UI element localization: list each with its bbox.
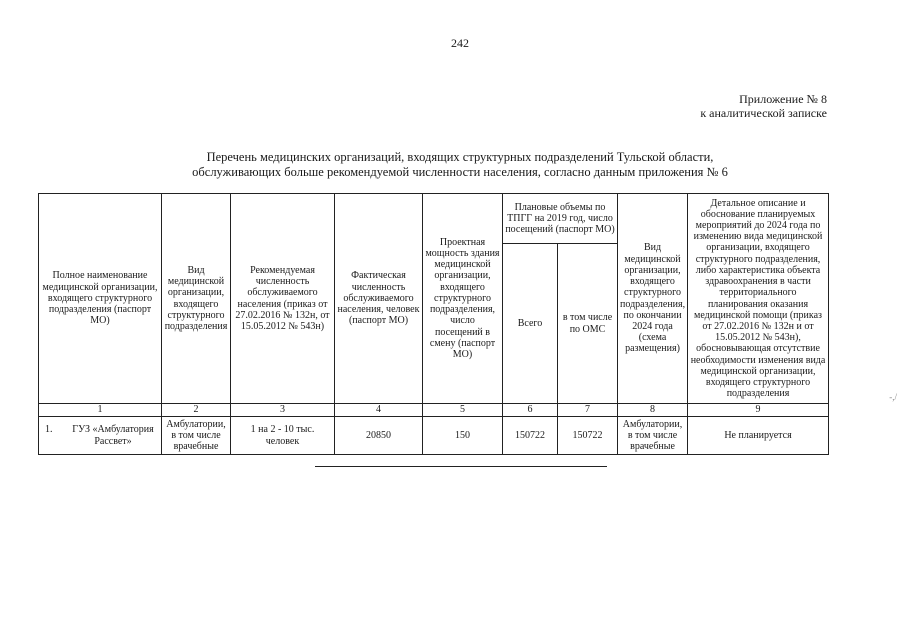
organization-name: ГУЗ «Амбулатория Рассвет»: [72, 424, 154, 447]
header-design-capacity: Проектная мощность здания медицинской организации, входящего структурного подразделения, число посещений в смену (паспорт МО): [423, 194, 503, 404]
organization-type: Амбулатории, в том числе врачебные: [162, 417, 231, 455]
column-number: 8: [618, 404, 688, 417]
closing-rule: [315, 466, 607, 467]
column-number: 3: [231, 404, 335, 417]
header-oms: в том числе по ОМС: [558, 244, 618, 404]
column-number-row: [39, 404, 829, 417]
table-row: [39, 417, 829, 455]
organization-cell: [39, 417, 162, 455]
type-2024: Амбулатории, в том числе врачебные: [618, 417, 688, 455]
header-recommended-population: Рекомендуемая численность обслуживаемого населения (приказ от 27.02.2016 № 132н, от 15.05.2012 № 543н): [231, 194, 335, 404]
planned-oms: 150722: [558, 417, 618, 455]
appendix-number: Приложение № 8: [739, 92, 827, 106]
column-number: 7: [558, 404, 618, 417]
column-number: 5: [423, 404, 503, 417]
header-row-1: [39, 194, 829, 244]
column-number: 4: [335, 404, 423, 417]
header-type: Вид медицинской организации, входящего структурного подразделения: [162, 194, 231, 404]
title-line-1: Перечень медицинских организаций, входящих структурных подразделений Тульской области,: [206, 150, 714, 164]
planned-total: 150722: [503, 417, 558, 455]
header-description: Детальное описание и обоснование планируемых мероприятий до 2024 года по изменению вида медицинской организации, входящего структурного подразделения, либо характеристика объекта здравоохранения в части территориального планирования оказания медицинской помощи (приказ от 27.02.2016 № 132н и от 15.05.2012 № 543н), обосновывающая отсутствие необходимости изменения вида медицинской организации, входящего структурного подразделения: [688, 194, 829, 404]
recommended-population: 1 на 2 - 10 тыс. человек: [231, 417, 335, 455]
appendix-header: [700, 92, 827, 120]
column-number: 6: [503, 404, 558, 417]
header-planned-volumes: Плановые объемы по ТПГГ на 2019 год, число посещений (паспорт МО): [503, 194, 618, 244]
organizations-table: [38, 193, 829, 455]
design-capacity: 150: [423, 417, 503, 455]
description: Не планируется: [688, 417, 829, 455]
row-index: 1.: [45, 424, 53, 436]
header-total: Всего: [503, 244, 558, 404]
header-type-2024: Вид медицинской организации, входящего структурного подразделения, по окончании 2024 года (схема размещения): [618, 194, 688, 404]
column-number: 1: [39, 404, 162, 417]
header-full-name: Полное наименование медицинской организации, входящего структурного подразделения (паспорт МО): [39, 194, 162, 404]
header-actual-population: Фактическая численность обслуживаемого населения, человек (паспорт МО): [335, 194, 423, 404]
margin-mark: -,/: [889, 392, 897, 402]
column-number: 9: [688, 404, 829, 417]
page-number: 242: [451, 36, 469, 50]
column-number: 2: [162, 404, 231, 417]
appendix-reference: к аналитической записке: [700, 106, 827, 120]
actual-population: 20850: [335, 417, 423, 455]
document-title: [150, 150, 770, 180]
title-line-2: обслуживающих больше рекомендуемой численности населения, согласно данным приложения № 6: [192, 165, 728, 179]
